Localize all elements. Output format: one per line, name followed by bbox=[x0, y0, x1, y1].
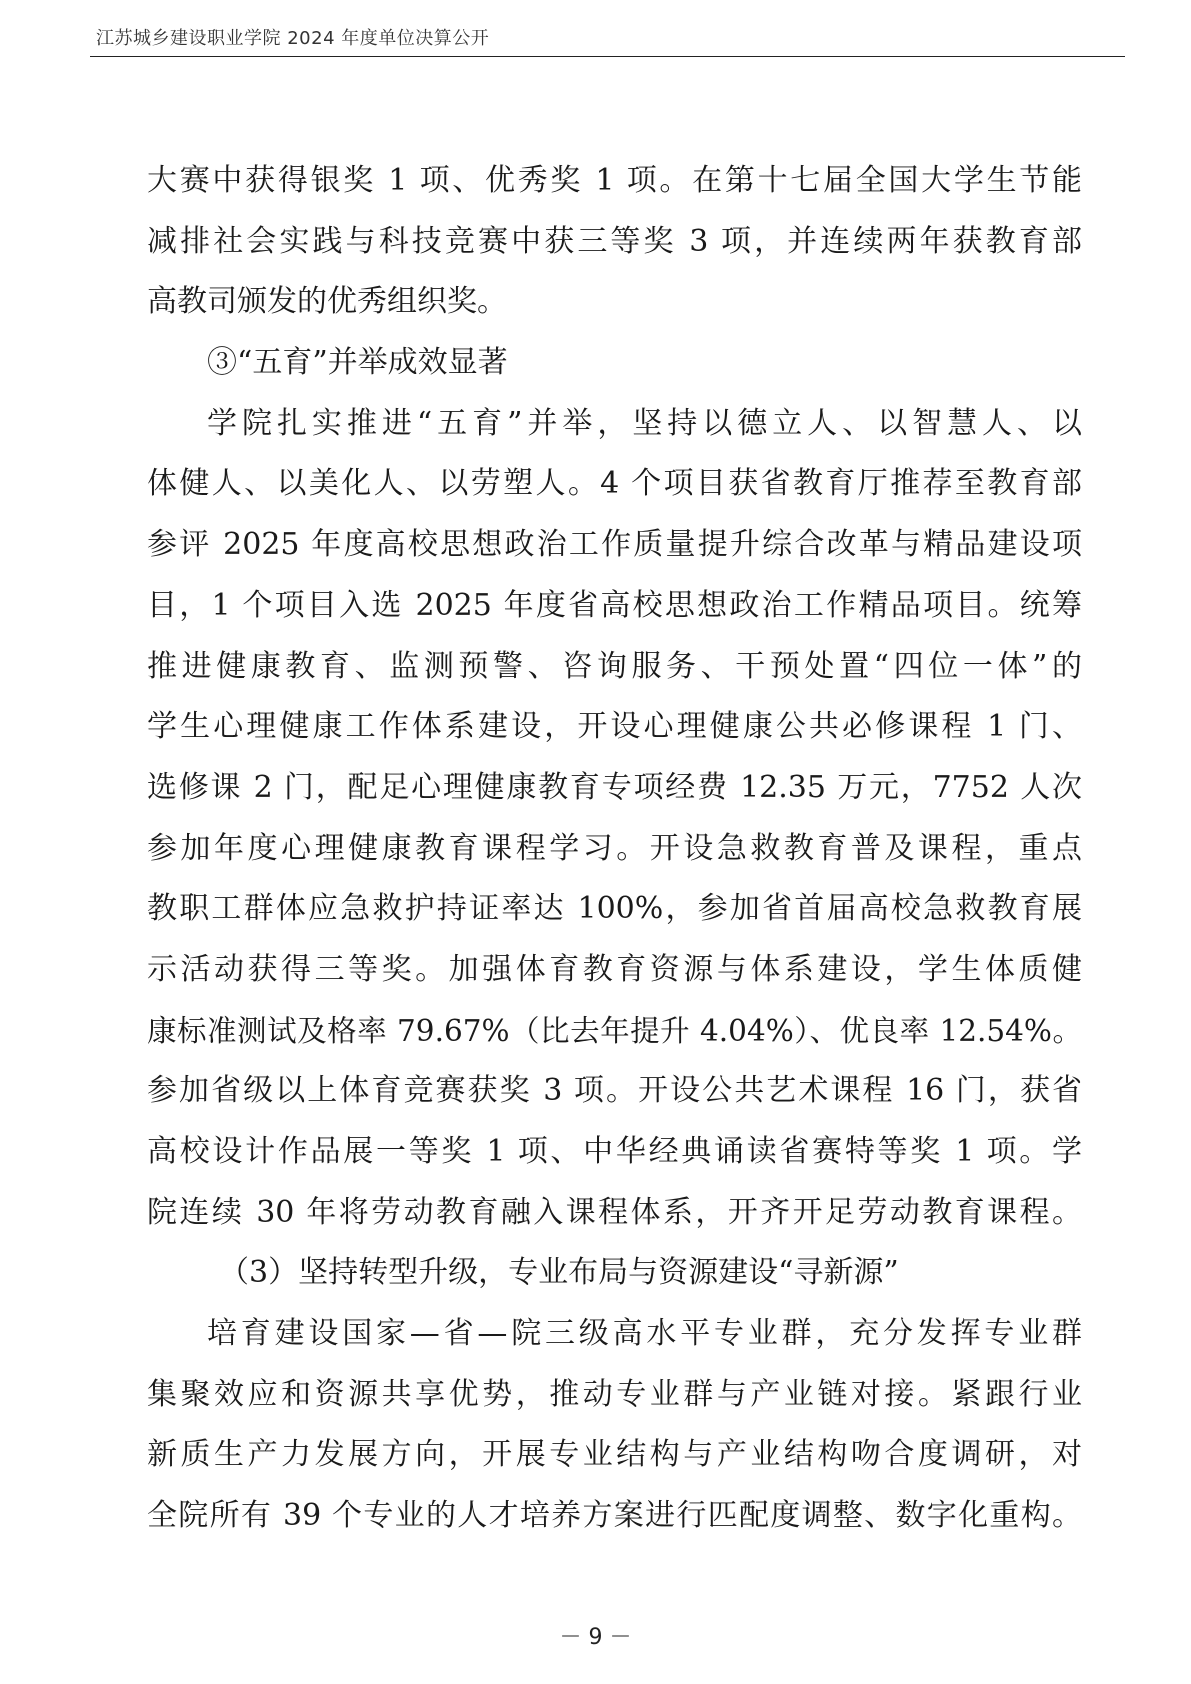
paragraph-line: 参加年度心理健康教育课程学习。开设急救教育普及课程，重点 bbox=[147, 830, 1082, 866]
paragraph-line: 参加省级以上体育竞赛获奖 3 项。开设公共艺术课程 16 门，获省 bbox=[147, 1073, 1082, 1109]
paragraph-line: 选修课 2 门，配足心理健康教育专项经费 12.35 万元，7752 人次 bbox=[147, 769, 1082, 805]
paragraph-line: 推进健康教育、监测预警、咨询服务、干预处置“四位一体”的 bbox=[147, 648, 1082, 684]
paragraph-line: 体健人、以美化人、以劳塑人。4 个项目获省教育厅推荐至教育部 bbox=[147, 466, 1082, 502]
paragraph-line: 大赛中获得银奖 1 项、优秀奖 1 项。在第十七届全国大学生节能 bbox=[147, 163, 1082, 198]
body-text bbox=[147, 151, 1082, 1547]
paragraph-line: 高校设计作品展一等奖 1 项、中华经典诵读省赛特等奖 1 项。学 bbox=[147, 1134, 1082, 1169]
paragraph-line: 培育建设国家—省—院三级高水平专业群，充分发挥专业群 bbox=[207, 1316, 1082, 1352]
paragraph-line: 集聚效应和资源共享优势，推动专业群与产业链对接。紧跟行业 bbox=[147, 1376, 1082, 1412]
paragraph-line: 高教司颁发的优秀组织奖。 bbox=[147, 284, 507, 320]
section-heading: ③“五育”并举成效显著 bbox=[207, 345, 508, 381]
paragraph-line: 目，1 个项目入选 2025 年度省高校思想政治工作精品项目。统筹 bbox=[147, 587, 1082, 623]
page-number: － 9 － bbox=[559, 1625, 632, 1650]
paragraph-line: 学院扎实推进“五育”并举，坚持以德立人、以智慧人、以 bbox=[207, 405, 1082, 441]
paragraph-line: 学生心理健康工作体系建设，开设心理健康公共必修课程 1 门、 bbox=[147, 709, 1082, 745]
page-header bbox=[90, 22, 1125, 57]
paragraph-line: 教职工群体应急救护持证率达 100%，参加省首届高校急救教育展 bbox=[147, 891, 1082, 927]
paragraph-line: 康标准测试及格率 79.67%（比去年提升 4.04%）、优良率 12.54%。 bbox=[147, 1013, 1082, 1048]
paragraph-line: 参评 2025 年度高校思想政治工作质量提升综合改革与精品建设项 bbox=[147, 527, 1082, 563]
paragraph-line: 全院所有 39 个专业的人才培养方案进行匹配度调整、数字化重构。 bbox=[147, 1498, 1082, 1534]
section-heading: （3）坚持转型升级，专业布局与资源建设“寻新源” bbox=[219, 1255, 899, 1291]
header-title: 江苏城乡建设职业学院 2024 年度单位决算公开 bbox=[96, 28, 490, 49]
paragraph-line: 示活动获得三等奖。加强体育教育资源与体系建设，学生体质健 bbox=[147, 951, 1082, 987]
paragraph-line: 院连续 30 年将劳动教育融入课程体系，开齐开足劳动教育课程。 bbox=[147, 1194, 1082, 1230]
paragraph-line: 减排社会实践与科技竞赛中获三等奖 3 项，并连续两年获教育部 bbox=[147, 223, 1082, 259]
paragraph-line: 新质生产力发展方向，开展专业结构与产业结构吻合度调研，对 bbox=[147, 1437, 1082, 1473]
